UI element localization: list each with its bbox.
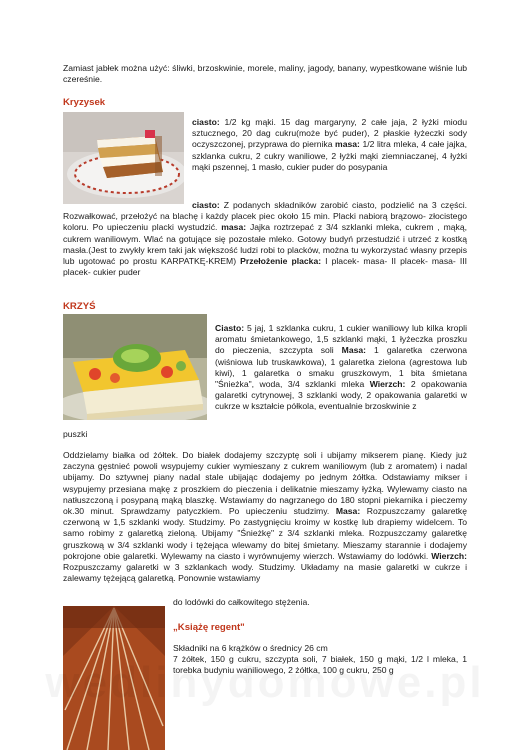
label-masa-method: masa: [221, 222, 247, 233]
krzys-cake-photo [63, 314, 207, 420]
kryzysek-ciasto-ingredients: 1/2 kg mąki. 15 dag margaryny, 2 całe jaja, 2 łyżki miodu sztucznego, 20 dag cukru(może być puder), 2 płaskie łyżeczki sody oczyszczonej, przyprawa do piernika [192, 117, 467, 150]
ksiaze-regent-yield: Składniki na 6 krążków o średnicy 26 cm [173, 643, 328, 653]
krzys-cake-image [63, 314, 207, 420]
watermark-text [0, 658, 530, 708]
kryzysek-ciasto-method: Z podanych składników zarobić ciasto, podzielić na 3 części. Rozwałkować, przełożyć na blachę i każdy placek piec około 15 min. Placki nabiorą brązowo- złocistego koloru. Po upieczeniu placki wystudzić. [63, 200, 467, 233]
krzys-method-last-line: do lodówki do całkowitego stężenia. [173, 597, 310, 607]
ksiaze-regent-ingredients: 7 żółtek, 150 g cukru, szczypta soli, 7 białek, 150 g mąki, 1/2 l mleka, 1 torebka budyniu waniliowego, 2 żółtka, 100 g cukru, 250 g [173, 654, 467, 676]
label-masa-krzys: Masa: [341, 345, 367, 356]
label-wierzch-krzys: Wierzch: [369, 379, 406, 390]
kryzysek-cake-photo [63, 112, 184, 204]
label-przelozenie: Przełożenie placka: [240, 256, 322, 267]
kryzysek-masa-ingredients: 1/2 litra mleka, 4 całe jajka, szklanka cukru, 2 cukry waniliowe, 2 łyżki mąki ziemniaczanej, 4 łyżki mąki pszennej, 1 masło, cukier puder do posypania [192, 139, 467, 172]
krzys-masa-ingredients: 1 galaretka czerwona (wiśniowa lub truskawkowa), 1 galaretka zielona (agrestowa lub kiwi), 1 galaretka o smaku gruszkowym, 1 bita śmietana "Śnieżka", woda, 3/4 szklanki mleka [215, 345, 468, 390]
kryzysek-assembly: I placek- masa- II placek- masa- III placek- cukier puder [63, 256, 467, 278]
label-wierzch-method-krzys: Wierzch: [431, 550, 467, 561]
krzys-ingredients [215, 323, 467, 413]
recipe-title-ksiaze-regent: „Książę regent" [173, 622, 245, 633]
krzys-puszki: puszki [63, 429, 88, 439]
recipe-title-kryzysek: Kryzysek [63, 97, 106, 108]
label-ciasto: ciasto: [192, 117, 220, 127]
label-masa: masa: [335, 139, 360, 150]
kryzysek-method [63, 200, 467, 278]
label-masa-method-krzys: Masa: [335, 506, 361, 517]
label-ciasto-krzys: Ciasto: [215, 323, 245, 333]
kryzysek-cake-image [63, 112, 184, 204]
krzys-ciasto-ingredients: 5 jaj, 1 szklanka cukru, 1 cukier waniliowy lub kilka kropli aromatu śmietankowego, 1,5 szklanki mąki, 1 łyżeczka proszku do pieczenia, szczypta soli [215, 323, 467, 356]
krzys-method [63, 450, 467, 584]
label-ciasto-method: ciasto: [192, 200, 220, 210]
krzys-method-part1: Oddzielamy białka od żółtek. Do białek dodajemy szczyptę soli i ubijamy mikserem pianę. Kiedy już zaczyna gęstnieć powoli wsypujemy cukier wymieszany z cukrem waniliowym (lub z aromatem) i nadal ubijamy. Do sztywnej piany nadal stale ubijając dodajemy po jednym żółtka. Odstawiamy mikser i wsypujemy przesiana mąkę z proszkiem do pieczenia i delikatnie mieszamy łyżką. Wylewamy ciasto na natłuszczoną i posypaną mąką blaszkę. Wstawiamy do nagrzanego do 180 stopni piekarnika i pieczemy ok.30 minut. Sprawdzamy patyczkiem. Po upieczeniu studzimy. [63, 450, 467, 517]
krzys-method-part2: Rozpuszczamy galaretkę czerwoną w 1,5 szklanki wody. Studzimy. Po zastygnięciu kroimy w kostkę lub drapiemy widelcem. To samo robimy z galaretką zieloną. Ubijamy "Śnieżkę" z 3/4 szklanki mleka. Rozpuszczamy galaretkę gruszkową w 3/4 szklanki wody i tężejąca wlewamy do bitej śmietany. Mieszamy starannie i dodajemy pokrojone obie galaretki. Wylewamy na ciasto i wyrównujemy wierzch. Wstawiamy do lodówki. [63, 506, 467, 561]
intro-paragraph: Zamiast jabłek można użyć: śliwki, brzoskwinie, morele, maliny, jagody, banany, wypestkowane wiśnie lub czereśnie. [63, 63, 467, 85]
recipe-title-krzys: KRZYŚ [63, 301, 96, 312]
krzys-wierzch-ingredients: 2 opakowania galaretki cytrynowej, 3 szklanki wody, 2 opakowania galaretki w cukrze w kształcie półkola, eventualnie brzoskwinie z [215, 379, 467, 412]
kryzysek-ingredients [192, 117, 467, 173]
krzys-method-part3: Rozpuszczamy galaretki w 3 szklankach wody. Studzimy. Układamy na masie galaretki w cukrze i zalewamy tężejącą galaretką. Ponownie wstawiamy [63, 562, 467, 584]
kryzysek-masa-method: Jajka roztrzepać z 3/4 szklanki mleka, cukrem , mąką, cukrem waniliowym. Wlać na gotujące się pozostałe mleko. Gotowy budyń przestudzić i utrzeć z kostką masła.(Jest to zwykły krem taki jak większość ludzi robi to placków, można tu wykorzystać własny przepis lub ugotować po prostu KARPATKĘ-KREM) [63, 222, 467, 267]
